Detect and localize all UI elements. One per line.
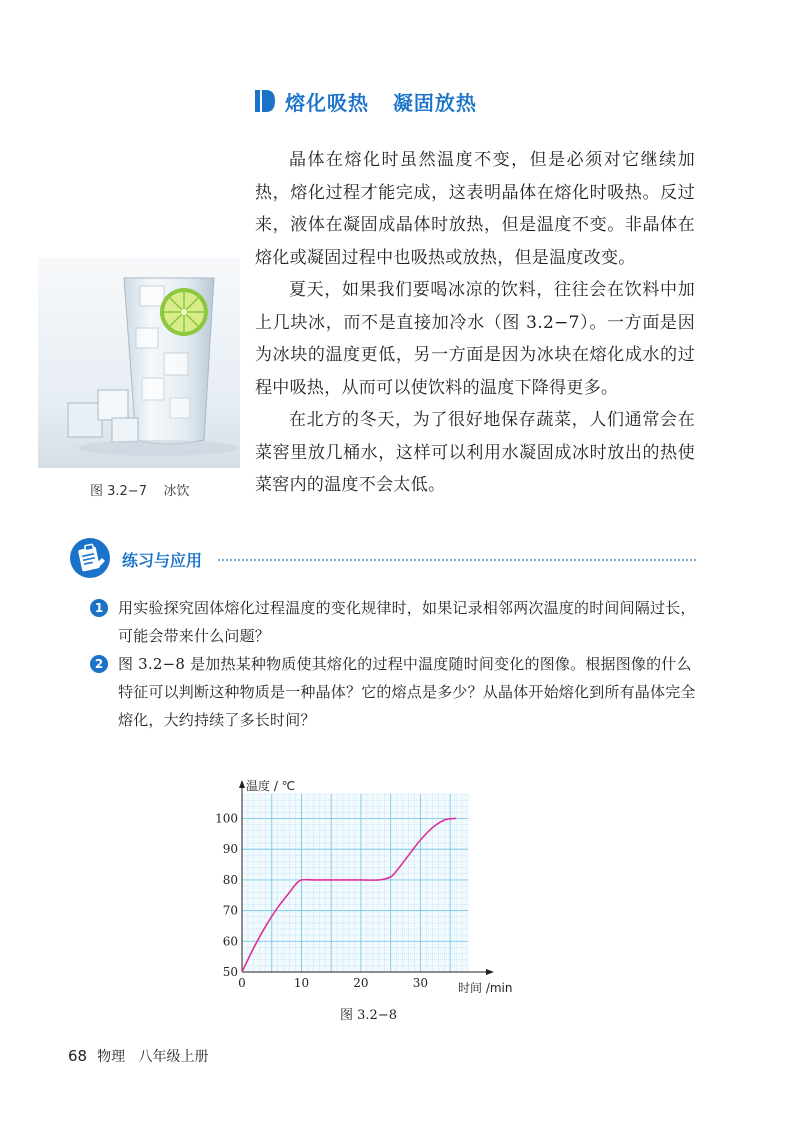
question-number: 2 (90, 655, 108, 673)
x-axis-arrow (486, 969, 494, 975)
y-tick-label: 80 (222, 872, 238, 887)
paragraph: 晶体在熔化时虽然温度不变，但是必须对它继续加热，熔化过程才能完成，这表明晶体在熔化时吸热。反过来，液体在凝固成晶体时放热，但是温度不变。非晶体在熔化或凝固过程中也吸热或放热，但是温度改变。 (255, 150, 695, 268)
exercise-header (68, 536, 698, 580)
question-text: 图 3.2−8 是加热某种物质使其熔化的过程中温度随时间变化的图像。根据图像的什么特征可以判断这种物质是一种晶体？它的熔点是多少？从晶体开始熔化到所有晶体完全熔化，大约持续了多长时间？ (118, 655, 696, 729)
x-axis-label: 时间 /min (458, 981, 513, 995)
figure-caption: 图 3.2−7 冰饮 (90, 484, 190, 499)
figure-caption: 图 3.2−8 (340, 1008, 397, 1023)
question-text: 用实验探究固体熔化过程温度的变化规律时，如果记录相邻两次温度的时间间隔过长，可能会带来什么问题？ (118, 599, 696, 645)
iced-drink-illustration (38, 258, 240, 468)
y-axis-label: 温度 / ℃ (246, 780, 296, 793)
y-axis-arrow (239, 780, 245, 788)
body-text (255, 144, 695, 502)
section-marker-icon (255, 90, 275, 112)
section-heading (255, 86, 477, 116)
section-title: 熔化吸热 凝固放热 (285, 90, 477, 115)
iced-drink-photo (38, 258, 240, 468)
y-tick-label: 60 (222, 934, 238, 949)
paragraph: 夏天，如果我们要喝冰凉的饮料，往往会在饮料中加上几块冰，而不是直接加冷水（图 3.2−7）。一方面是因为冰块的温度更低，另一方面是因为冰块在熔化成水的过程中吸热，从而可以使饮料的温度下降得更多。 (255, 280, 695, 398)
x-tick-label: 0 (238, 976, 246, 990)
paragraph: 在北方的冬天，为了很好地保存蔬菜，人们通常会在菜窖里放几桶水，这样可以利用水凝固成冰时放出的热使菜窖内的温度不会太低。 (255, 410, 695, 495)
y-tick-label: 100 (215, 811, 238, 826)
y-tick-label: 70 (222, 903, 238, 918)
question-number: 1 (90, 599, 108, 617)
question (90, 594, 700, 650)
temperature-time-chart (208, 780, 538, 1000)
x-tick-label: 30 (412, 976, 429, 990)
exercise-clipboard-icon (68, 536, 112, 580)
exercise-title: 练习与应用 (122, 551, 203, 570)
page-footer (68, 1046, 208, 1066)
y-tick-label: 90 (222, 842, 238, 857)
x-tick-label: 20 (353, 976, 369, 990)
page-number: 68 (68, 1047, 88, 1065)
book-title: 物理 八年级上册 (97, 1049, 209, 1065)
x-tick-label: 10 (293, 976, 310, 990)
y-tick-label: 50 (222, 965, 238, 979)
question (90, 650, 700, 734)
dotted-divider (218, 559, 696, 561)
